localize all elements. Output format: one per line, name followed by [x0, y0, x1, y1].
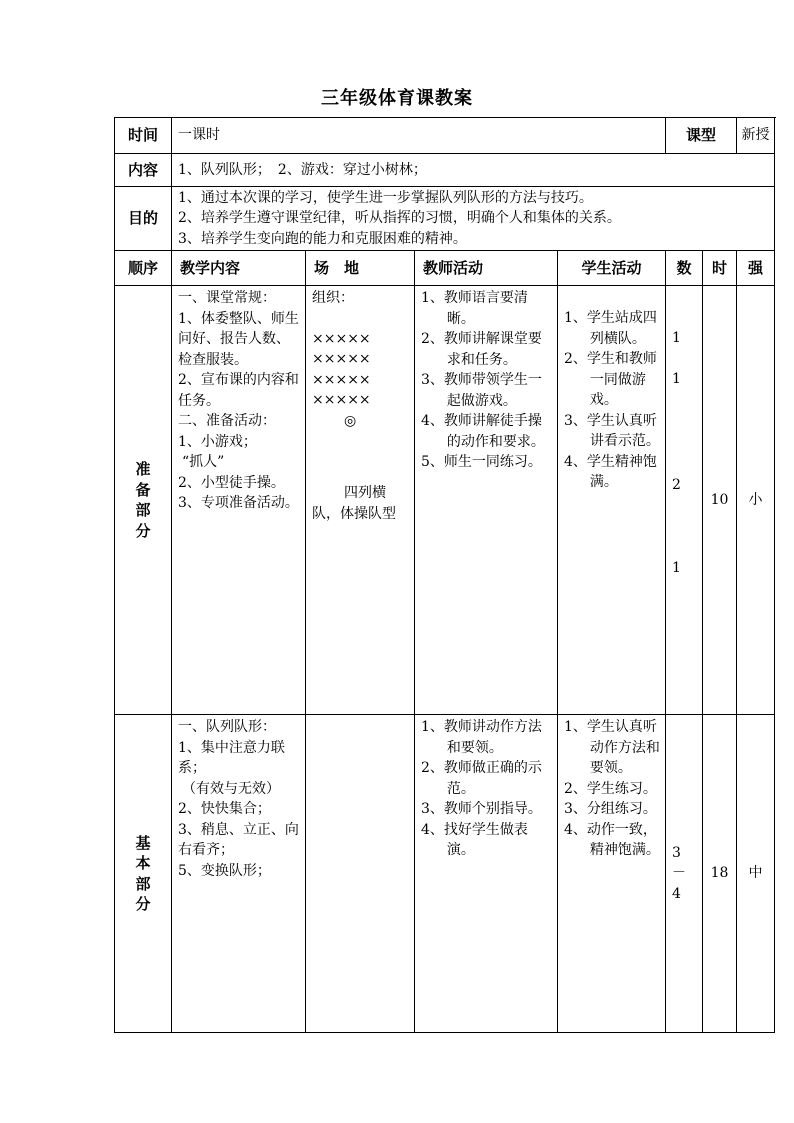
prep-section-row: [115, 286, 775, 715]
goal-value: [172, 187, 775, 251]
teacher-position-mark: ◎: [344, 412, 357, 429]
content-row: [115, 154, 775, 187]
basic-section-label: 基 本 部 分: [115, 715, 172, 1033]
content-value: 1、队列队形； 2、游戏：穿过小树林；: [172, 154, 775, 187]
content-item: 3、专项准备活动。: [178, 495, 299, 511]
student-item: 2、学生和教师一同做游戏。: [564, 351, 657, 408]
time-label: 时间: [115, 118, 172, 154]
teacher-item: 4、找好学生做表演。: [421, 821, 528, 858]
basic-intensity: 中: [737, 715, 775, 1033]
prep-student-activity: [558, 286, 666, 715]
venue-caption: 四列横队，体操队型: [312, 485, 396, 522]
basic-section-row: [115, 715, 775, 1033]
time-row: [115, 118, 775, 154]
content-item: 1、小游戏；: [178, 433, 257, 450]
basic-time: 18: [703, 715, 737, 1033]
venue-label: 组织：: [312, 290, 354, 306]
header-venue: 场 地: [306, 251, 415, 286]
content-item: 5、变换队形；: [178, 862, 271, 879]
prep-venue: [306, 286, 415, 715]
header-time: 时: [703, 251, 737, 286]
content-item: 一、课堂常规：: [178, 290, 276, 306]
formation-row: ×××××: [312, 330, 371, 347]
content-item: 二、准备活动：: [178, 413, 276, 429]
lesson-plan-table: [114, 117, 775, 1033]
prep-teaching-content: [172, 286, 306, 715]
content-item: 1、集中注意力联系；: [178, 739, 285, 776]
goal-line: 2、培养学生遵守课堂纪律，听从指挥的习惯，明确个人和集体的关系。: [178, 210, 621, 227]
student-item: 2、学生练习。: [564, 780, 657, 797]
header-student-activity: 学生活动: [558, 251, 666, 286]
content-item: 2、宣布课的内容和任务。: [178, 372, 299, 409]
prep-intensity: 小: [737, 286, 775, 715]
header-count: 数: [666, 251, 703, 286]
teacher-item: 4、教师讲解徒手操的动作和要求。: [421, 413, 545, 450]
prep-count: 1 1 2 1: [666, 286, 703, 715]
goal-line: 1、通过本次课的学习，使学生进一步掌握队列队形的方法与技巧。: [178, 189, 593, 206]
content-label: 内容: [115, 154, 172, 187]
student-item: 3、分组练习。: [564, 801, 657, 817]
page-title: 三年级体育课教案: [321, 88, 473, 109]
basic-teacher-activity: [415, 715, 558, 1033]
formation-row: ×××××: [312, 371, 371, 388]
type-value: 新授: [737, 118, 775, 154]
teacher-item: 2、教师讲解课堂要求和任务。: [421, 331, 542, 368]
prep-section-label: 准 备 部 分: [115, 286, 172, 715]
type-label: 课型: [666, 118, 737, 154]
formation-row: ×××××: [312, 351, 371, 367]
goal-line: 3、培养学生变向跑的能力和克服困难的精神。: [178, 230, 467, 247]
header-order: 顺序: [115, 251, 172, 286]
header-row: [115, 251, 775, 286]
basic-student-activity: [558, 715, 666, 1033]
basic-venue: [306, 715, 415, 1033]
content-item: 一、队列队形：: [178, 719, 276, 735]
content-item: 3、稍息、立正、向右看齐；: [178, 821, 299, 858]
teacher-item: 3、教师带领学生一起做游戏。: [421, 372, 542, 409]
teacher-item: 5、师生一同练习。: [421, 454, 542, 470]
basic-teaching-content: [172, 715, 306, 1033]
teacher-item: 3、教师个别指导。: [421, 801, 542, 817]
formation-row: ×××××: [312, 392, 371, 408]
header-intensity: 强: [737, 251, 775, 286]
content-item: 1、体委整队、师生问好、报告人数、检查服装。: [178, 310, 299, 368]
time-value: 一课时: [172, 118, 666, 154]
header-teacher-activity: 教师活动: [415, 251, 558, 286]
teacher-item: 1、教师语言要清晰。: [421, 290, 528, 327]
content-item: （有效与无效）: [182, 780, 280, 797]
student-item: 4、学生精神饱满。: [564, 453, 657, 490]
content-item: 2、小型徒手操。: [178, 474, 285, 491]
prep-time: 10: [703, 286, 737, 715]
student-item: 1、学生认真听动作方法和要领。: [564, 719, 660, 776]
student-item: 1、学生站成四列横队。: [564, 310, 657, 347]
content-item: 2、快快集合；: [178, 801, 271, 817]
basic-count: 3 － 4: [666, 715, 703, 1033]
prep-teacher-activity: [415, 286, 558, 715]
content-item: “抓人”: [182, 454, 225, 470]
student-item: 4、动作一致，精神饱满。: [564, 821, 660, 858]
student-item: 3、学生认真听讲看示范。: [564, 412, 660, 449]
header-teaching-content: 教学内容: [172, 251, 306, 286]
goal-row: [115, 187, 775, 251]
teacher-item: 2、教师做正确的示范。: [421, 760, 542, 797]
teacher-item: 1、教师讲动作方法和要领。: [421, 719, 542, 756]
goal-label: 目的: [115, 187, 172, 251]
